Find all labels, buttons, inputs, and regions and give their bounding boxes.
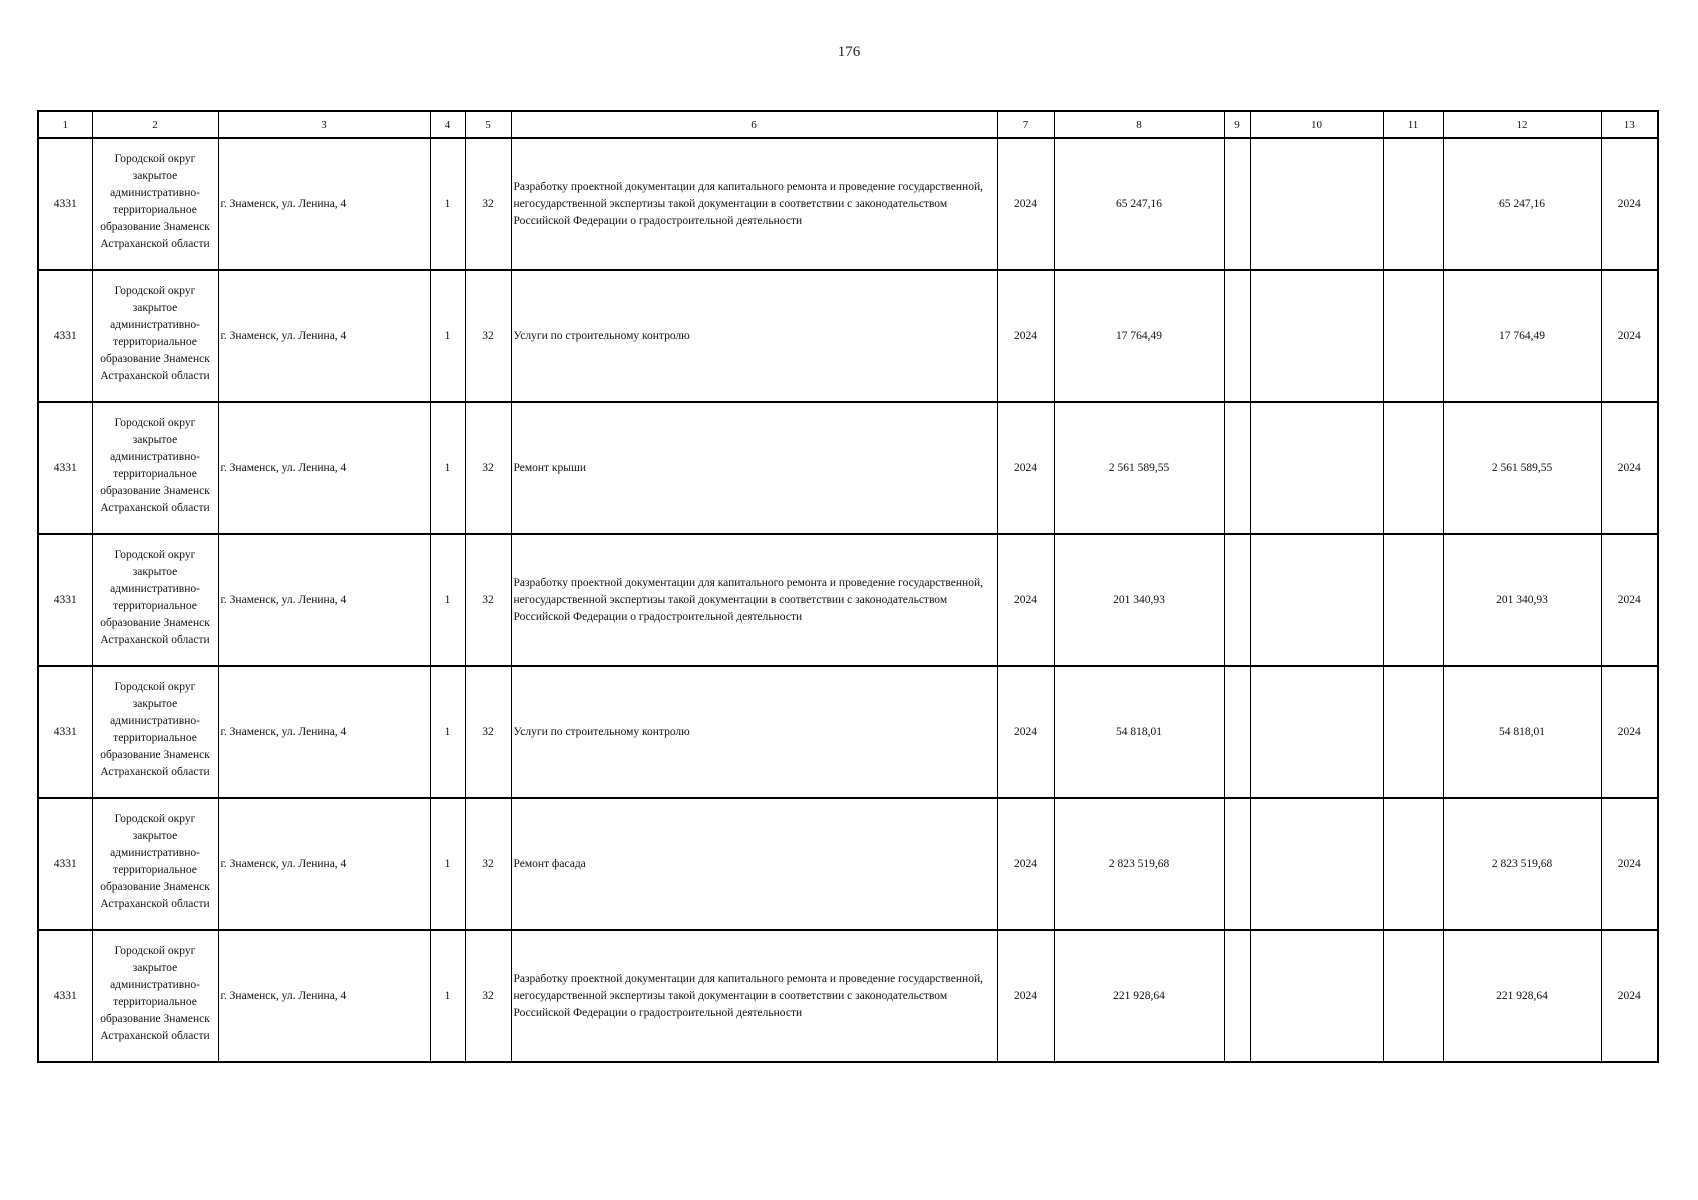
table-row [38, 930, 1658, 1062]
cell-address: г. Знаменск, ул. Ленина, 4 [218, 930, 430, 1062]
cell-col11 [1383, 402, 1443, 534]
table-row [38, 138, 1658, 270]
municipality-text: Городской округ закрытое административно-территориальное образование Знаменск Астраханской области [100, 681, 210, 778]
table-row [38, 798, 1658, 930]
cell-municipality [92, 402, 218, 534]
cell-col9 [1224, 402, 1250, 534]
cell-work-type [511, 798, 997, 930]
work-type-text: Услуги по строительному контролю [513, 725, 690, 738]
column-header-11: 11 [1383, 111, 1443, 138]
municipality-text: Городской округ закрытое административно-территориальное образование Знаменск Астраханской области [100, 549, 210, 646]
cell-cost: 17 764,49 [1054, 270, 1224, 402]
cell-year: 2024 [997, 930, 1054, 1062]
cell-cost: 65 247,16 [1054, 138, 1224, 270]
cell-col10 [1250, 138, 1383, 270]
cell-total: 2 823 519,68 [1443, 798, 1601, 930]
cell-cost: 2 823 519,68 [1054, 798, 1224, 930]
cell-cost: 201 340,93 [1054, 534, 1224, 666]
column-header-2: 2 [92, 111, 218, 138]
cell-municipality [92, 138, 218, 270]
cell-address: г. Знаменск, ул. Ленина, 4 [218, 138, 430, 270]
column-header-5: 5 [465, 111, 511, 138]
cell-municipality [92, 666, 218, 798]
column-header-8: 8 [1054, 111, 1224, 138]
cell-col5: 32 [465, 666, 511, 798]
cell-work-type [511, 534, 997, 666]
table-row [38, 402, 1658, 534]
cell-col9 [1224, 138, 1250, 270]
cell-col4: 1 [430, 930, 465, 1062]
cell-total: 17 764,49 [1443, 270, 1601, 402]
cell-col9 [1224, 534, 1250, 666]
cell-work-type [511, 666, 997, 798]
cell-total: 201 340,93 [1443, 534, 1601, 666]
cell-year: 2024 [997, 138, 1054, 270]
municipality-text: Городской округ закрытое административно-территориальное образование Знаменск Астраханской области [100, 285, 210, 382]
column-header-9: 9 [1224, 111, 1250, 138]
cell-col5: 32 [465, 270, 511, 402]
header-row [38, 111, 1658, 138]
cell-year: 2024 [997, 666, 1054, 798]
cell-code: 4331 [38, 402, 92, 534]
cell-col10 [1250, 270, 1383, 402]
cell-col11 [1383, 930, 1443, 1062]
cell-col4: 1 [430, 402, 465, 534]
cell-code: 4331 [38, 138, 92, 270]
cell-col4: 1 [430, 138, 465, 270]
cell-col5: 32 [465, 798, 511, 930]
cell-year-end: 2024 [1601, 798, 1658, 930]
cell-col9 [1224, 798, 1250, 930]
cell-year-end: 2024 [1601, 138, 1658, 270]
column-header-13: 13 [1601, 111, 1658, 138]
cell-col11 [1383, 534, 1443, 666]
capital-repair-table [37, 110, 1659, 1063]
table-row [38, 534, 1658, 666]
municipality-text: Городской округ закрытое административно-территориальное образование Знаменск Астраханской области [100, 813, 210, 910]
column-header-12: 12 [1443, 111, 1601, 138]
cell-cost: 54 818,01 [1054, 666, 1224, 798]
cell-col11 [1383, 798, 1443, 930]
cell-col11 [1383, 270, 1443, 402]
cell-municipality [92, 798, 218, 930]
cell-work-type [511, 930, 997, 1062]
cell-col9 [1224, 270, 1250, 402]
cell-work-type [511, 138, 997, 270]
table-row [38, 270, 1658, 402]
cell-col4: 1 [430, 270, 465, 402]
cell-total: 54 818,01 [1443, 666, 1601, 798]
cell-year-end: 2024 [1601, 402, 1658, 534]
column-header-4: 4 [430, 111, 465, 138]
municipality-text: Городской округ закрытое административно-территориальное образование Знаменск Астраханской области [100, 417, 210, 514]
cell-cost: 221 928,64 [1054, 930, 1224, 1062]
cell-year-end: 2024 [1601, 270, 1658, 402]
column-header-3: 3 [218, 111, 430, 138]
cell-col4: 1 [430, 666, 465, 798]
cell-address: г. Знаменск, ул. Ленина, 4 [218, 798, 430, 930]
work-type-text: Разработку проектной документации для капитального ремонта и проведение государственной, негосударственной экспертизы такой документации в соответствии с законодательством Российской Федерации о градостроительной деятельности [513, 576, 983, 623]
cell-code: 4331 [38, 798, 92, 930]
cell-col5: 32 [465, 402, 511, 534]
cell-col10 [1250, 534, 1383, 666]
cell-code: 4331 [38, 930, 92, 1062]
column-header-10: 10 [1250, 111, 1383, 138]
column-header-6: 6 [511, 111, 997, 138]
municipality-text: Городской округ закрытое административно-территориальное образование Знаменск Астраханской области [100, 153, 210, 250]
table-row [38, 666, 1658, 798]
cell-col5: 32 [465, 138, 511, 270]
page-number: 176 [837, 44, 861, 60]
cell-year-end: 2024 [1601, 534, 1658, 666]
cell-col5: 32 [465, 534, 511, 666]
cell-year: 2024 [997, 798, 1054, 930]
work-type-text: Разработку проектной документации для капитального ремонта и проведение государственной, негосударственной экспертизы такой документации в соответствии с законодательством Российской Федерации о градостроительной деятельности [513, 972, 983, 1019]
cell-municipality [92, 270, 218, 402]
cell-year: 2024 [997, 402, 1054, 534]
cell-year: 2024 [997, 534, 1054, 666]
cell-total: 65 247,16 [1443, 138, 1601, 270]
cell-address: г. Знаменск, ул. Ленина, 4 [218, 402, 430, 534]
cell-year-end: 2024 [1601, 666, 1658, 798]
cell-code: 4331 [38, 534, 92, 666]
cell-col10 [1250, 930, 1383, 1062]
cell-col11 [1383, 138, 1443, 270]
cell-total: 221 928,64 [1443, 930, 1601, 1062]
cell-col5: 32 [465, 930, 511, 1062]
cell-cost: 2 561 589,55 [1054, 402, 1224, 534]
cell-municipality [92, 930, 218, 1062]
cell-address: г. Знаменск, ул. Ленина, 4 [218, 270, 430, 402]
cell-code: 4331 [38, 270, 92, 402]
cell-col4: 1 [430, 798, 465, 930]
work-type-text: Разработку проектной документации для капитального ремонта и проведение государственной, негосударственной экспертизы такой документации в соответствии с законодательством Российской Федерации о градостроительной деятельности [513, 180, 983, 227]
cell-col9 [1224, 666, 1250, 798]
cell-address: г. Знаменск, ул. Ленина, 4 [218, 534, 430, 666]
cell-col10 [1250, 798, 1383, 930]
cell-col11 [1383, 666, 1443, 798]
cell-year-end: 2024 [1601, 930, 1658, 1062]
work-type-text: Услуги по строительному контролю [513, 329, 690, 342]
cell-total: 2 561 589,55 [1443, 402, 1601, 534]
cell-col10 [1250, 666, 1383, 798]
cell-year: 2024 [997, 270, 1054, 402]
work-type-text: Ремонт фасада [513, 857, 586, 870]
cell-col4: 1 [430, 534, 465, 666]
column-header-7: 7 [997, 111, 1054, 138]
cell-col9 [1224, 930, 1250, 1062]
work-type-text: Ремонт крыши [513, 461, 587, 474]
cell-work-type [511, 270, 997, 402]
cell-col10 [1250, 402, 1383, 534]
cell-municipality [92, 534, 218, 666]
column-header-1: 1 [38, 111, 92, 138]
cell-address: г. Знаменск, ул. Ленина, 4 [218, 666, 430, 798]
cell-work-type [511, 402, 997, 534]
cell-code: 4331 [38, 666, 92, 798]
municipality-text: Городской округ закрытое административно-территориальное образование Знаменск Астраханской области [100, 945, 210, 1042]
